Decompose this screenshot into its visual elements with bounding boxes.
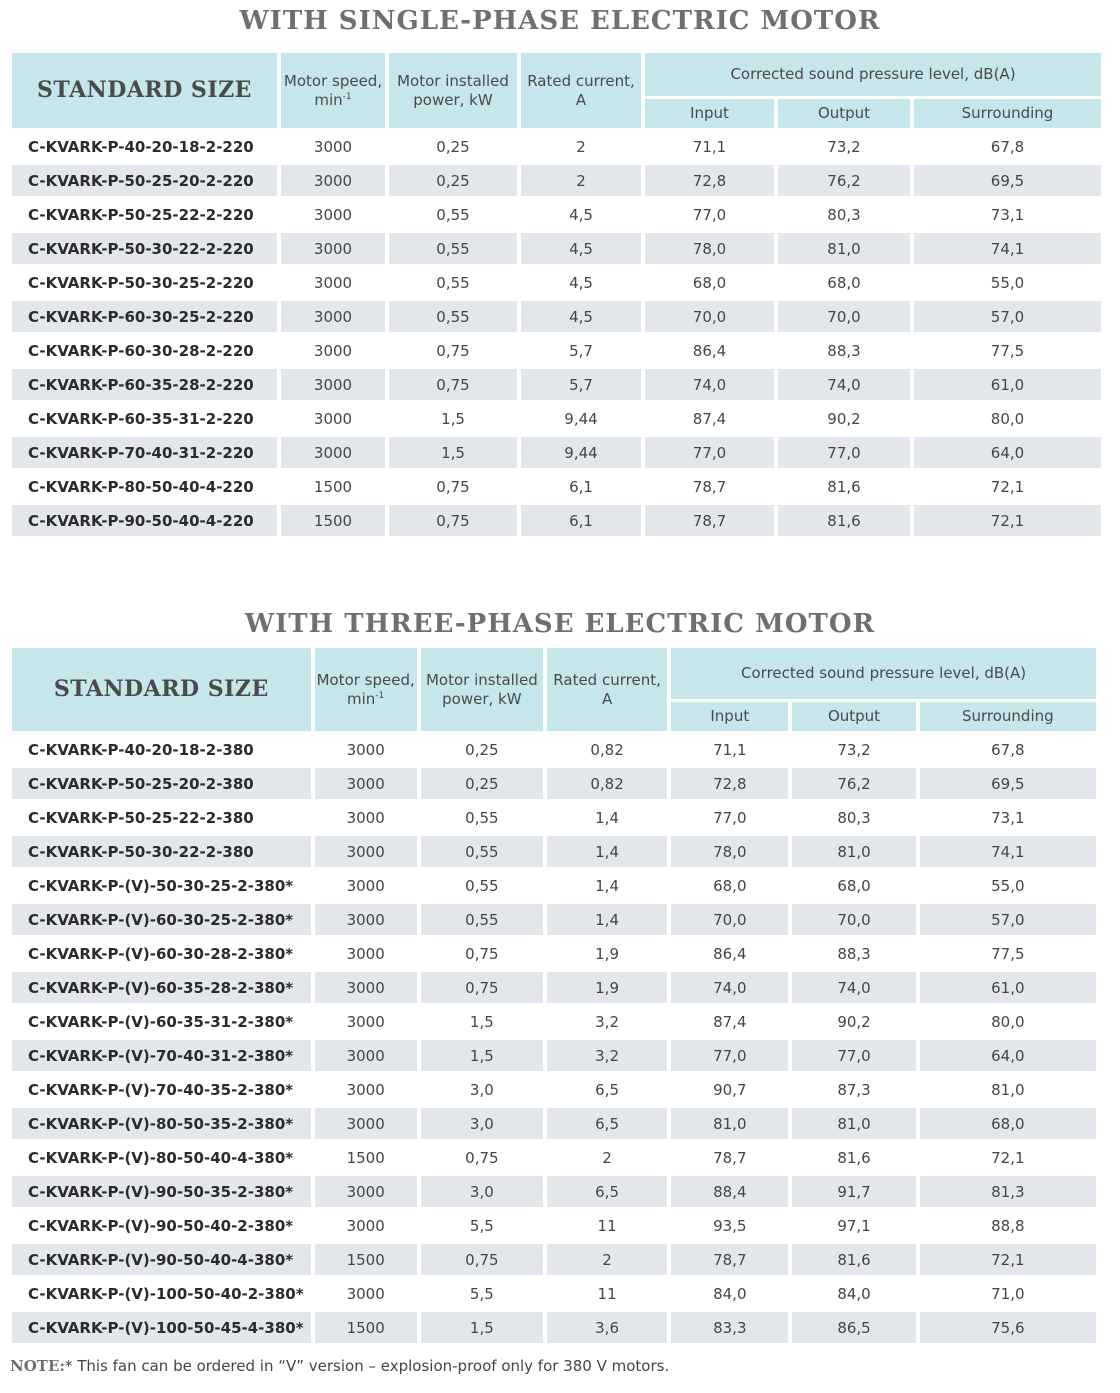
surrounding-level-cell: 72,1 <box>914 471 1101 502</box>
surrounding-level-cell: 57,0 <box>920 904 1096 935</box>
output-level-cell: 70,0 <box>792 904 915 935</box>
table-row <box>12 165 1101 196</box>
table-row <box>12 1210 1096 1241</box>
motor-power-cell: 3,0 <box>421 1108 543 1139</box>
output-level-cell: 90,2 <box>792 1006 915 1037</box>
motor-power-cell: 1,5 <box>389 437 517 468</box>
motor-speed-cell: 3000 <box>281 165 385 196</box>
input-level-cell: 78,0 <box>645 233 774 264</box>
input-level-cell: 87,4 <box>645 403 774 434</box>
surrounding-level-cell: 81,0 <box>920 1074 1096 1105</box>
motor-speed-cell: 3000 <box>315 734 417 765</box>
motor-speed-cell: 3000 <box>281 335 385 366</box>
rated-current-cell: 6,1 <box>521 505 641 536</box>
rated-current-cell: 3,2 <box>547 1040 667 1071</box>
rated-current-cell: 3,2 <box>547 1006 667 1037</box>
rated-current-cell: 2 <box>547 1142 667 1173</box>
table-row <box>12 1040 1096 1071</box>
table-row <box>12 904 1096 935</box>
surrounding-level-cell: 72,1 <box>920 1244 1096 1275</box>
rated-current-cell: 5,7 <box>521 335 641 366</box>
output-level-cell: 81,6 <box>792 1142 915 1173</box>
motor-speed-cell: 3000 <box>315 870 417 901</box>
table-row <box>12 267 1101 298</box>
model-cell: C-KVARK-P-80-50-40-4-220 <box>12 471 277 502</box>
motor-power-cell: 3,0 <box>421 1074 543 1105</box>
input-level-cell: 93,5 <box>671 1210 788 1241</box>
motor-speed-cell: 3000 <box>315 1210 417 1241</box>
input-level-cell: 77,0 <box>645 437 774 468</box>
input-level-cell: 78,7 <box>645 505 774 536</box>
motor-speed-cell: 3000 <box>315 938 417 969</box>
rated-current-cell: 3,6 <box>547 1312 667 1343</box>
output-level-cell: 77,0 <box>792 1040 915 1071</box>
surrounding-level-cell: 77,5 <box>914 335 1101 366</box>
surrounding-level-cell: 74,1 <box>920 836 1096 867</box>
table-row <box>12 199 1101 230</box>
motor-power-cell: 0,25 <box>389 131 517 162</box>
output-level-cell: 86,5 <box>792 1312 915 1343</box>
rated-current-cell: 4,5 <box>521 301 641 332</box>
table-row <box>12 1278 1096 1309</box>
motor-power-cell: 0,75 <box>421 1142 543 1173</box>
input-level-cell: 81,0 <box>671 1108 788 1139</box>
rated-current-cell: 0,82 <box>547 734 667 765</box>
motor-speed-cell: 3000 <box>281 369 385 400</box>
output-header: Output <box>778 99 910 128</box>
input-level-cell: 74,0 <box>645 369 774 400</box>
surrounding-level-cell: 81,3 <box>920 1176 1096 1207</box>
motor-power-header: Motor installed power, kW <box>389 53 517 128</box>
rated-current-cell: 4,5 <box>521 199 641 230</box>
motor-speed-cell: 3000 <box>315 904 417 935</box>
table-row <box>12 505 1101 536</box>
model-cell: C-KVARK-P-(V)-100-50-40-2-380* <box>12 1278 311 1309</box>
output-level-cell: 88,3 <box>792 938 915 969</box>
model-cell: C-KVARK-P-50-25-20-2-220 <box>12 165 277 196</box>
rated-current-cell: 6,1 <box>521 471 641 502</box>
surrounding-level-cell: 72,1 <box>920 1142 1096 1173</box>
surrounding-level-cell: 75,6 <box>920 1312 1096 1343</box>
surrounding-level-cell: 68,0 <box>920 1108 1096 1139</box>
motor-power-cell: 0,75 <box>389 471 517 502</box>
output-level-cell: 81,6 <box>792 1244 915 1275</box>
output-level-cell: 81,6 <box>778 505 910 536</box>
rated-current-cell: 6,5 <box>547 1108 667 1139</box>
three-phase-rows <box>12 734 1096 1343</box>
model-cell: C-KVARK-P-(V)-70-40-31-2-380* <box>12 1040 311 1071</box>
motor-power-cell: 5,5 <box>421 1278 543 1309</box>
motor-power-cell: 0,55 <box>389 301 517 332</box>
motor-speed-cell: 3000 <box>315 1074 417 1105</box>
motor-speed-cell: 3000 <box>281 199 385 230</box>
model-cell: C-KVARK-P-50-30-25-2-220 <box>12 267 277 298</box>
surrounding-level-cell: 57,0 <box>914 301 1101 332</box>
model-cell: C-KVARK-P-60-30-28-2-220 <box>12 335 277 366</box>
rated-current-cell: 0,82 <box>547 768 667 799</box>
output-level-cell: 87,3 <box>792 1074 915 1105</box>
table-row <box>12 734 1096 765</box>
standard-size-header: STANDARD SIZE <box>12 53 277 128</box>
output-level-cell: 81,6 <box>778 471 910 502</box>
motor-speed-cell: 3000 <box>315 1108 417 1139</box>
model-cell: C-KVARK-P-60-30-25-2-220 <box>12 301 277 332</box>
rated-current-cell: 1,9 <box>547 938 667 969</box>
motor-speed-cell: 3000 <box>315 1040 417 1071</box>
motor-power-cell: 1,5 <box>421 1312 543 1343</box>
model-cell: C-KVARK-P-(V)-60-35-31-2-380* <box>12 1006 311 1037</box>
rated-current-cell: 4,5 <box>521 233 641 264</box>
single-phase-title: WITH SINGLE-PHASE ELECTRIC MOTOR <box>239 6 881 36</box>
model-cell: C-KVARK-P-40-20-18-2-220 <box>12 131 277 162</box>
surrounding-level-cell: 73,1 <box>920 802 1096 833</box>
surrounding-level-cell: 67,8 <box>914 131 1101 162</box>
output-level-cell: 81,0 <box>792 1108 915 1139</box>
input-level-cell: 72,8 <box>671 768 788 799</box>
surrounding-level-cell: 80,0 <box>920 1006 1096 1037</box>
output-level-cell: 90,2 <box>778 403 910 434</box>
model-cell: C-KVARK-P-50-25-20-2-380 <box>12 768 311 799</box>
rated-current-cell: 1,9 <box>547 972 667 1003</box>
model-cell: C-KVARK-P-(V)-90-50-40-2-380* <box>12 1210 311 1241</box>
table-row <box>12 403 1101 434</box>
input-header: Input <box>671 702 788 731</box>
rated-current-cell: 6,5 <box>547 1176 667 1207</box>
input-level-cell: 86,4 <box>671 938 788 969</box>
motor-power-cell: 0,75 <box>389 335 517 366</box>
input-level-cell: 77,0 <box>671 1040 788 1071</box>
note-label: NOTE: <box>10 1357 65 1375</box>
model-cell: C-KVARK-P-60-35-28-2-220 <box>12 369 277 400</box>
output-level-cell: 88,3 <box>778 335 910 366</box>
input-level-cell: 84,0 <box>671 1278 788 1309</box>
output-level-cell: 80,3 <box>778 199 910 230</box>
surrounding-level-cell: 55,0 <box>914 267 1101 298</box>
model-cell: C-KVARK-P-60-35-31-2-220 <box>12 403 277 434</box>
surrounding-header: Surrounding <box>920 702 1096 731</box>
motor-power-cell: 0,55 <box>389 267 517 298</box>
output-level-cell: 76,2 <box>792 768 915 799</box>
model-cell: C-KVARK-P-(V)-90-50-40-4-380* <box>12 1244 311 1275</box>
motor-speed-header: Motor speed, $\min^{-1}$ <box>315 648 417 731</box>
footnote <box>10 1357 669 1375</box>
surrounding-level-cell: 74,1 <box>914 233 1101 264</box>
rated-current-cell: 6,5 <box>547 1074 667 1105</box>
input-level-cell: 90,7 <box>671 1074 788 1105</box>
table-row <box>12 471 1101 502</box>
output-level-cell: 73,2 <box>792 734 915 765</box>
rated-current-header: Rated current, A <box>521 53 641 128</box>
input-level-cell: 88,4 <box>671 1176 788 1207</box>
table-row <box>12 1312 1096 1343</box>
surrounding-level-cell: 61,0 <box>914 369 1101 400</box>
rated-current-cell: 1,4 <box>547 904 667 935</box>
three-phase-title: WITH THREE-PHASE ELECTRIC MOTOR <box>244 609 876 639</box>
table-row <box>12 335 1101 366</box>
motor-speed-cell: 1500 <box>315 1142 417 1173</box>
table-row <box>12 938 1096 969</box>
rated-current-cell: 9,44 <box>521 437 641 468</box>
motor-speed-header: Motor speed, $\min^{-1}$ <box>281 53 385 128</box>
input-level-cell: 72,8 <box>645 165 774 196</box>
output-header: Output <box>792 702 915 731</box>
surrounding-level-cell: 77,5 <box>920 938 1096 969</box>
motor-speed-cell: 3000 <box>281 233 385 264</box>
surrounding-level-cell: 69,5 <box>920 768 1096 799</box>
motor-speed-cell: 3000 <box>281 301 385 332</box>
rated-current-cell: 11 <box>547 1278 667 1309</box>
table-row <box>12 131 1101 162</box>
motor-speed-cell: 3000 <box>281 267 385 298</box>
input-level-cell: 78,7 <box>645 471 774 502</box>
surrounding-level-cell: 55,0 <box>920 870 1096 901</box>
motor-speed-cell: 3000 <box>315 802 417 833</box>
motor-speed-cell: 3000 <box>315 1176 417 1207</box>
table-row <box>12 1074 1096 1105</box>
rated-current-cell: 11 <box>547 1210 667 1241</box>
input-level-cell: 70,0 <box>645 301 774 332</box>
output-level-cell: 73,2 <box>778 131 910 162</box>
table-row <box>12 301 1101 332</box>
motor-speed-cell: 3000 <box>315 1006 417 1037</box>
table-row <box>12 1176 1096 1207</box>
table-row <box>12 1244 1096 1275</box>
motor-speed-cell: 3000 <box>281 131 385 162</box>
model-cell: C-KVARK-P-(V)-100-50-45-4-380* <box>12 1312 311 1343</box>
motor-power-cell: 3,0 <box>421 1176 543 1207</box>
motor-speed-cell: 1500 <box>315 1244 417 1275</box>
input-level-cell: 71,1 <box>645 131 774 162</box>
output-level-cell: 81,0 <box>778 233 910 264</box>
rated-current-cell: 9,44 <box>521 403 641 434</box>
model-cell: C-KVARK-P-40-20-18-2-380 <box>12 734 311 765</box>
input-header: Input <box>645 99 774 128</box>
model-cell: C-KVARK-P-(V)-50-30-25-2-380* <box>12 870 311 901</box>
single-phase-table <box>8 50 1105 539</box>
surrounding-level-cell: 71,0 <box>920 1278 1096 1309</box>
table-row <box>12 1006 1096 1037</box>
model-cell: C-KVARK-P-50-25-22-2-220 <box>12 199 277 230</box>
output-level-cell: 81,0 <box>792 836 915 867</box>
surrounding-level-cell: 73,1 <box>914 199 1101 230</box>
output-level-cell: 91,7 <box>792 1176 915 1207</box>
model-cell: C-KVARK-P-(V)-90-50-35-2-380* <box>12 1176 311 1207</box>
surrounding-level-cell: 88,8 <box>920 1210 1096 1241</box>
rated-current-cell: 2 <box>521 165 641 196</box>
motor-power-cell: 0,55 <box>389 199 517 230</box>
table-row <box>12 369 1101 400</box>
motor-speed-cell: 3000 <box>315 972 417 1003</box>
motor-power-cell: 0,75 <box>389 369 517 400</box>
table-row <box>12 768 1096 799</box>
input-level-cell: 77,0 <box>645 199 774 230</box>
motor-speed-cell: 3000 <box>281 403 385 434</box>
motor-power-cell: 1,5 <box>421 1006 543 1037</box>
sound-pressure-header: Corrected sound pressure level, dB(A) <box>671 648 1096 699</box>
model-cell: C-KVARK-P-(V)-80-50-35-2-380* <box>12 1108 311 1139</box>
note-text: * This fan can be ordered in “V” version – explosion-proof only for 380 V motors. <box>64 1357 670 1375</box>
surrounding-level-cell: 80,0 <box>914 403 1101 434</box>
surrounding-level-cell: 61,0 <box>920 972 1096 1003</box>
table-row <box>12 233 1101 264</box>
rated-current-cell: 1,4 <box>547 836 667 867</box>
input-level-cell: 77,0 <box>671 802 788 833</box>
motor-power-cell: 0,55 <box>421 836 543 867</box>
model-cell: C-KVARK-P-(V)-60-30-28-2-380* <box>12 938 311 969</box>
input-level-cell: 78,0 <box>671 836 788 867</box>
table-row <box>12 1142 1096 1173</box>
motor-power-header: Motor installed power, kW <box>421 648 543 731</box>
motor-power-cell: 0,75 <box>421 972 543 1003</box>
model-cell: C-KVARK-P-90-50-40-4-220 <box>12 505 277 536</box>
model-cell: C-KVARK-P-70-40-31-2-220 <box>12 437 277 468</box>
rated-current-cell: 2 <box>547 1244 667 1275</box>
standard-size-header: STANDARD SIZE <box>12 648 311 731</box>
table-row <box>12 437 1101 468</box>
surrounding-header: Surrounding <box>914 99 1101 128</box>
motor-power-cell: 0,75 <box>421 1244 543 1275</box>
input-level-cell: 87,4 <box>671 1006 788 1037</box>
rated-current-cell: 4,5 <box>521 267 641 298</box>
motor-power-cell: 5,5 <box>421 1210 543 1241</box>
motor-speed-cell: 3000 <box>281 437 385 468</box>
model-cell: C-KVARK-P-(V)-60-35-28-2-380* <box>12 972 311 1003</box>
output-level-cell: 80,3 <box>792 802 915 833</box>
motor-power-cell: 0,75 <box>421 938 543 969</box>
motor-speed-cell: 1500 <box>281 505 385 536</box>
input-level-cell: 70,0 <box>671 904 788 935</box>
input-level-cell: 68,0 <box>671 870 788 901</box>
rated-current-header: Rated current, A <box>547 648 667 731</box>
motor-power-cell: 0,55 <box>389 233 517 264</box>
motor-power-cell: 0,25 <box>421 768 543 799</box>
motor-power-cell: 0,25 <box>389 165 517 196</box>
input-level-cell: 68,0 <box>645 267 774 298</box>
input-level-cell: 78,7 <box>671 1142 788 1173</box>
rated-current-cell: 1,4 <box>547 870 667 901</box>
single-phase-rows <box>12 131 1101 536</box>
model-cell: C-KVARK-P-50-25-22-2-380 <box>12 802 311 833</box>
input-level-cell: 78,7 <box>671 1244 788 1275</box>
motor-power-cell: 0,75 <box>389 505 517 536</box>
model-cell: C-KVARK-P-(V)-80-50-40-4-380* <box>12 1142 311 1173</box>
model-cell: C-KVARK-P-(V)-60-30-25-2-380* <box>12 904 311 935</box>
surrounding-level-cell: 69,5 <box>914 165 1101 196</box>
motor-speed-cell: 1500 <box>315 1312 417 1343</box>
motor-power-cell: 0,55 <box>421 870 543 901</box>
surrounding-level-cell: 64,0 <box>914 437 1101 468</box>
three-phase-table <box>8 645 1100 1346</box>
table-row <box>12 802 1096 833</box>
output-level-cell: 84,0 <box>792 1278 915 1309</box>
motor-speed-cell: 3000 <box>315 768 417 799</box>
output-level-cell: 74,0 <box>792 972 915 1003</box>
motor-power-cell: 0,55 <box>421 904 543 935</box>
motor-speed-cell: 3000 <box>315 836 417 867</box>
model-cell: C-KVARK-P-(V)-70-40-35-2-380* <box>12 1074 311 1105</box>
output-level-cell: 77,0 <box>778 437 910 468</box>
output-level-cell: 76,2 <box>778 165 910 196</box>
sound-pressure-header: Corrected sound pressure level, dB(A) <box>645 53 1101 96</box>
input-level-cell: 83,3 <box>671 1312 788 1343</box>
surrounding-level-cell: 64,0 <box>920 1040 1096 1071</box>
model-cell: C-KVARK-P-50-30-22-2-220 <box>12 233 277 264</box>
surrounding-level-cell: 72,1 <box>914 505 1101 536</box>
surrounding-level-cell: 67,8 <box>920 734 1096 765</box>
table-row <box>12 1108 1096 1139</box>
output-level-cell: 68,0 <box>778 267 910 298</box>
output-level-cell: 68,0 <box>792 870 915 901</box>
rated-current-cell: 1,4 <box>547 802 667 833</box>
input-level-cell: 71,1 <box>671 734 788 765</box>
motor-speed-cell: 3000 <box>315 1278 417 1309</box>
table-row <box>12 972 1096 1003</box>
input-level-cell: 74,0 <box>671 972 788 1003</box>
motor-power-cell: 0,55 <box>421 802 543 833</box>
table-row <box>12 836 1096 867</box>
input-level-cell: 86,4 <box>645 335 774 366</box>
output-level-cell: 97,1 <box>792 1210 915 1241</box>
motor-power-cell: 0,25 <box>421 734 543 765</box>
motor-power-cell: 1,5 <box>389 403 517 434</box>
output-level-cell: 74,0 <box>778 369 910 400</box>
motor-power-cell: 1,5 <box>421 1040 543 1071</box>
motor-speed-cell: 1500 <box>281 471 385 502</box>
model-cell: C-KVARK-P-50-30-22-2-380 <box>12 836 311 867</box>
table-row <box>12 870 1096 901</box>
rated-current-cell: 2 <box>521 131 641 162</box>
output-level-cell: 70,0 <box>778 301 910 332</box>
rated-current-cell: 5,7 <box>521 369 641 400</box>
